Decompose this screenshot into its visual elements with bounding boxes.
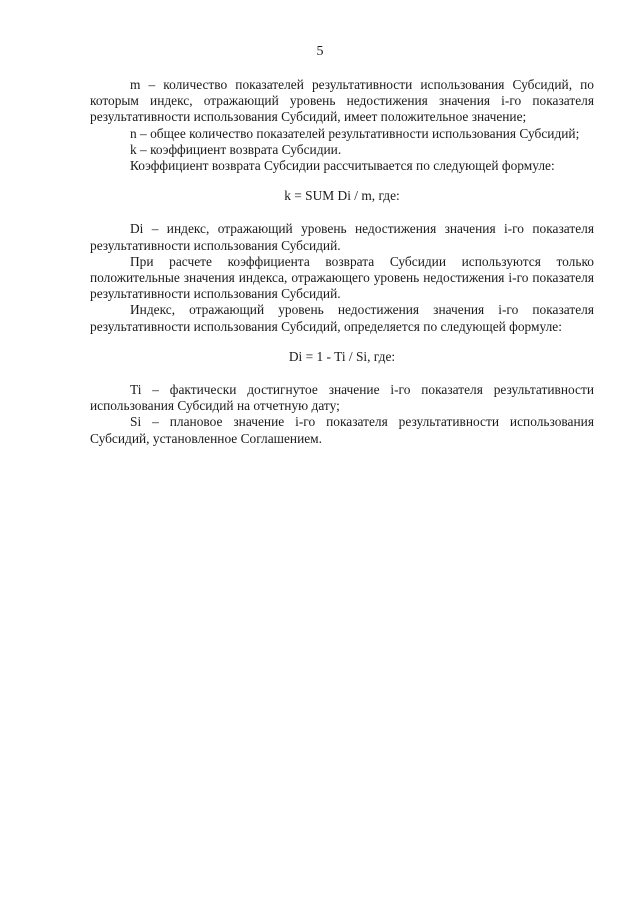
paragraph-si-definition: Si – плановое значение i-го показателя результативности использования Субсидий, установленное Соглашением. bbox=[90, 414, 594, 446]
paragraph-ti-definition: Ti – фактически достигнутое значение i-го показателя результативности использования Субсидий на отчетную дату; bbox=[90, 382, 594, 414]
document-body bbox=[90, 77, 594, 447]
paragraph-di-definition: Di – индекс, отражающий уровень недостижения значения i-го показателя результативности использования Субсидий. bbox=[90, 221, 594, 253]
paragraph-n-definition: n – общее количество показателей результативности использования Субсидий; bbox=[130, 125, 580, 141]
formula-k: k = SUM Di / m, где: bbox=[284, 188, 400, 204]
paragraph-positive-values: При расчете коэффициента возврата Субсидии используются только положительные значения индекса, отражающего уровень недостижения i-го показателя результативности использования Субсидий. bbox=[90, 253, 594, 302]
paragraph-k-formula-intro: Коэффициент возврата Субсидии рассчитывается по следующей формуле: bbox=[130, 158, 555, 174]
formula-di: Di = 1 - Ti / Si, где: bbox=[288, 348, 396, 364]
page-number: 5 bbox=[316, 44, 324, 59]
paragraph-di-formula-intro: Индекс, отражающий уровень недостижения значения i-го показателя результативности использования Субсидий, определяется по следующей формуле: bbox=[90, 302, 594, 334]
paragraph-k-definition: k – коэффициент возврата Субсидии. bbox=[130, 141, 342, 157]
paragraph-m-definition: m – количество показателей результативности использования Субсидий, по которым индекс, отражающий уровень недостижения значения i-го показателя результативности использования Субсидий, имеет положительное значение; bbox=[90, 77, 594, 125]
